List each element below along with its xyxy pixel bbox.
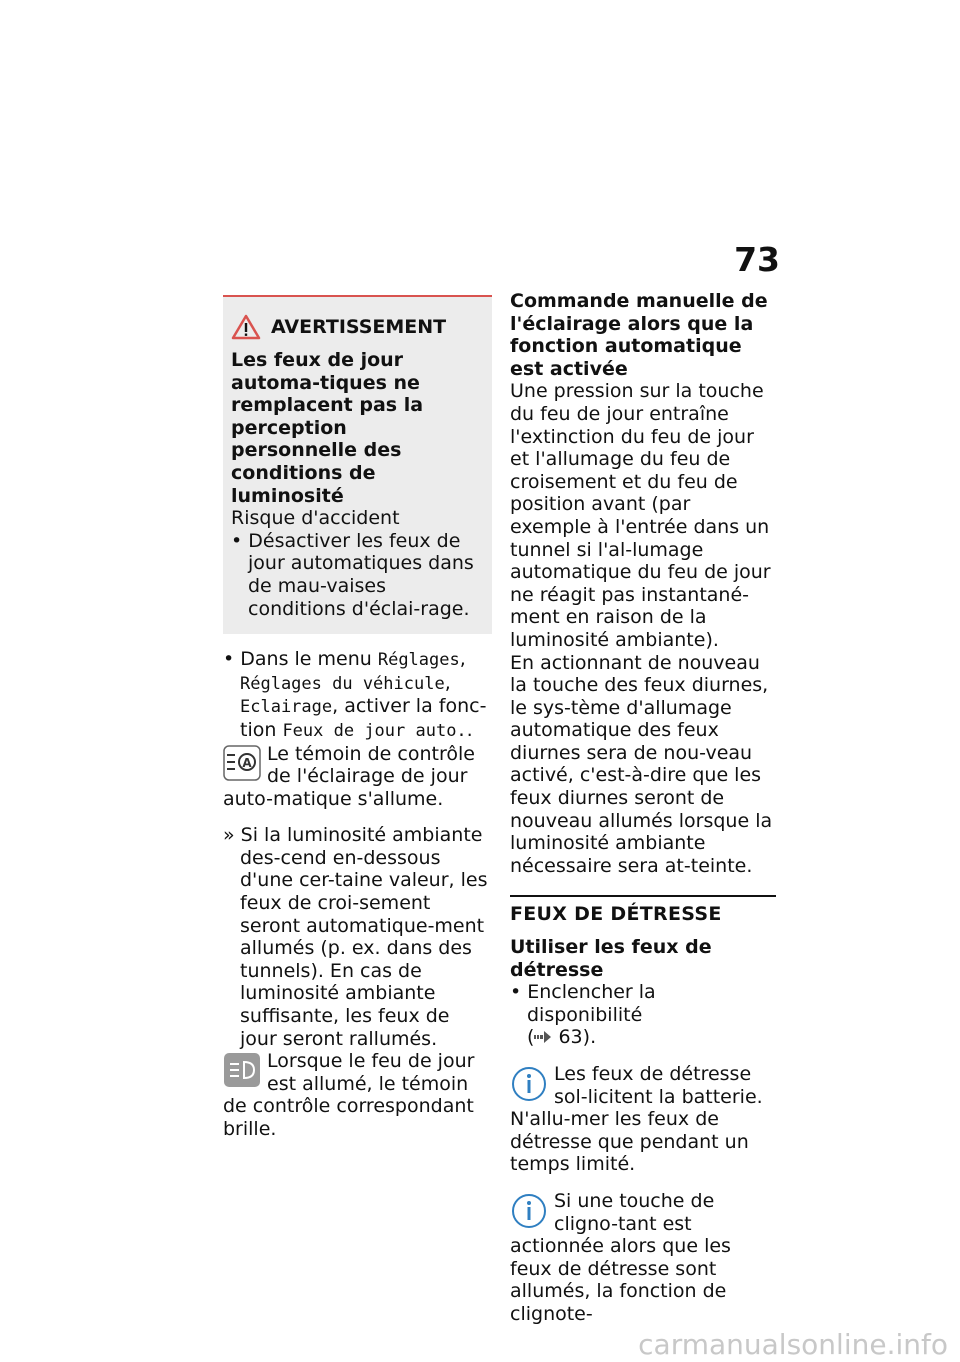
result-marker: » [223,824,235,847]
warning-bullet-text: Désactiver les feux de jour automatiques dans de mau-vaises conditions d'éclai-rage. [248,529,474,620]
menu-step-mid: , activer la fonc-tion [240,695,487,741]
ref-open: ( [527,1026,535,1049]
warning-heading: Les feux de jour automa-tiques ne remplacent pas la perception personnelle des conditions de luminosité [231,349,424,507]
indicator-note-text: Le témoin de contrôle de l'éclairage de jour auto-matique s'allume. [223,742,475,810]
lamp-note-text: Lorsque le feu de jour est allumé, le témoin de contrôle correspondant brille. [223,1050,475,1140]
hazard-page-ref[interactable] [527,1026,776,1049]
menu-path-4: Feux de jour auto. [282,720,467,741]
left-column [223,295,489,1141]
manual-paragraph-2: En actionnant de nouveau la touche des feux diurnes, le sys-tème d'allumage automatique des feux diurnes sera de nou-veau activé, c'est-à-dire que les feux diurnes seront de nouveau allumés lorsque la luminosité ambiante nécessaire sera at-teinte. [510,651,773,877]
menu-step-end: . [466,718,473,741]
warning-triangle-icon [231,314,261,340]
menu-step: • Dans le menu Réglages, Réglages du véhicule, Eclairage, activer la fonc-tion Feux de jour auto.. [223,648,487,741]
result-text: Si la luminosité ambiante des-cend en-dessous d'une cer-taine valeur, les feux de croi-sement seront automatique-ment allumés (p. ex. dans des tunnels). En cas de luminosité ambiante suffisante, les feux de jour seront rallumés. [240,824,488,1050]
svg-text:A: A [242,755,252,770]
result-item [223,824,489,1050]
auto-daylight-indicator-icon [223,745,261,781]
info-icon [510,1065,548,1103]
menu-path-1: Réglages [377,650,460,671]
watermark-text: carmanualsonline.info [638,1328,948,1361]
section-divider [510,895,776,926]
menu-sep-2: , [444,671,451,694]
page-reference-arrow-icon [534,1031,552,1043]
ref-close: ). [582,1026,597,1049]
menu-path-2: Réglages du véhicule [240,673,445,694]
hazard-step-text: Enclencher la disponibilité [527,981,656,1026]
hazard-heading: Utiliser les feux de détresse [510,936,712,981]
section-title: FEUX DE DÉTRESSE [510,903,722,926]
hazard-step: • Enclencher la disponibilité ( 63). [510,981,776,1049]
info-note-battery [510,1063,776,1176]
indicator-note [223,743,489,811]
warning-box [223,295,492,634]
info-note-battery-text: Les feux de détresse sol-licitent la batterie. N'allu-mer les feux de détresse que pendant un temps limité. [510,1063,763,1176]
hazard-ref-page: 63 [558,1026,583,1049]
right-column [510,290,776,1326]
menu-step-prefix: Dans le menu [240,648,378,671]
warning-risk: Risque d'accident [231,507,400,530]
manual-paragraph-1: Une pression sur la touche du feu de jour entraîne l'extinction du feu de jour et l'allumage du feu de croisement et du feu de position avant (par exemple à l'entrée dans un tunnel si l'al-lumage automatique du feu de jour ne réagit pas instantané-ment en raison de la luminosité ambiante). [510,380,771,651]
menu-sep-1: , [459,648,466,671]
page-number: 73 [734,240,780,279]
warning-title: AVERTISSEMENT [271,315,447,338]
manual-heading: Commande manuelle de l'éclairage alors que la fonction automatique est activée [510,290,768,380]
lamp-note [223,1050,489,1140]
menu-path-3: Eclairage [240,697,333,718]
warning-bullet: • Désactiver les feux de jour automatiques dans de mau-vaises conditions d'éclai-rage. [231,529,474,620]
info-note-turn-signal-text: Si une touche de cligno-tant est actionnée alors que les feux de détresse sont allumés, la fonction de clignote- [510,1189,731,1325]
info-icon [510,1192,548,1230]
daylight-lamp-icon [223,1052,261,1088]
warning-header [231,314,478,340]
info-note-turn-signal [510,1190,776,1326]
